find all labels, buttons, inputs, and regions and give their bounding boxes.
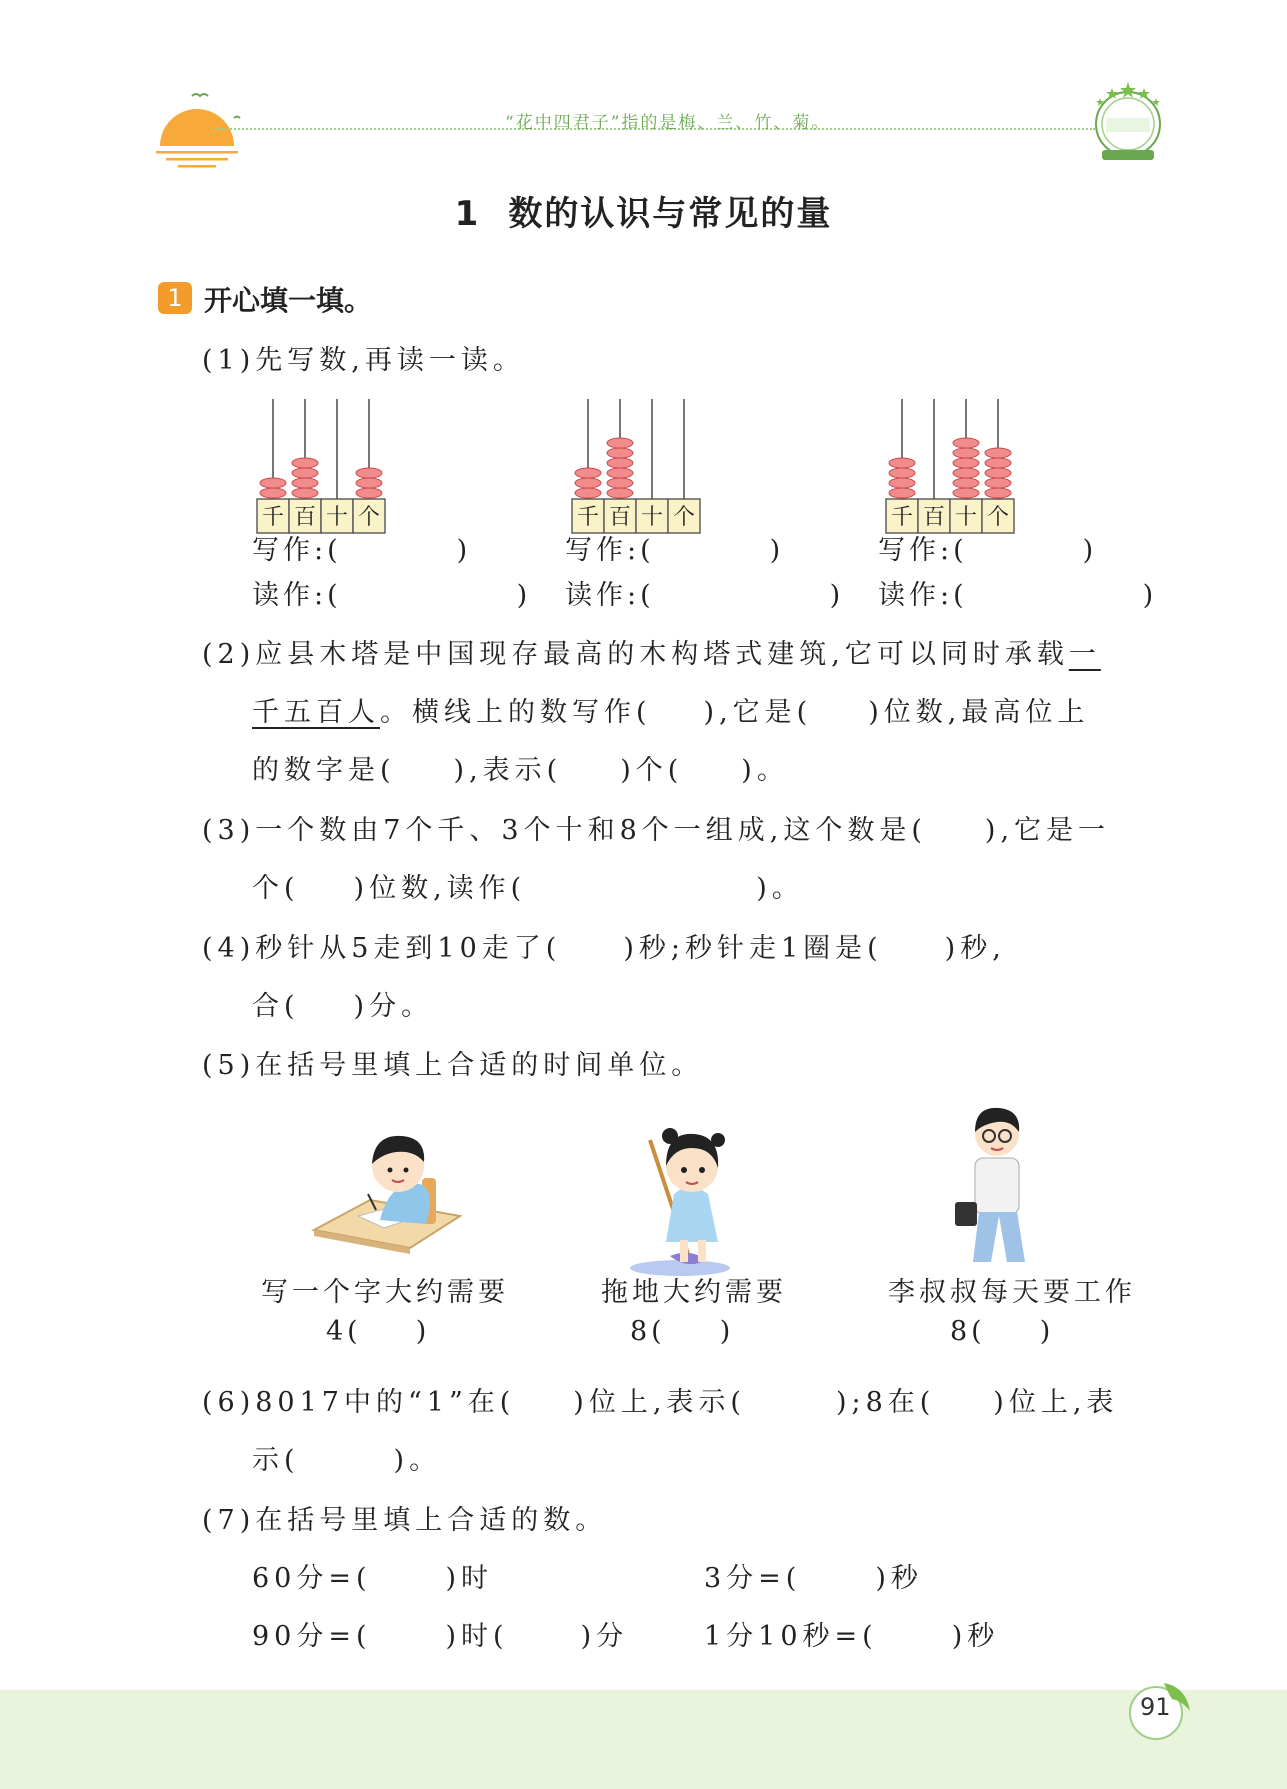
write-row-2: 写作:( ) bbox=[565, 535, 785, 566]
q7-row2-right: 1分10秒=( )秒 bbox=[704, 1621, 1000, 1652]
place-value-label: 千 bbox=[576, 505, 600, 530]
place-value-label: 个 bbox=[357, 505, 381, 530]
abacus-bead bbox=[953, 468, 979, 478]
abacus-bead bbox=[889, 468, 915, 478]
place-value-label: 千 bbox=[261, 505, 285, 530]
abacus-bead bbox=[260, 488, 286, 498]
abacus-bead bbox=[953, 458, 979, 468]
abacus-bead bbox=[356, 468, 382, 478]
man-with-briefcase-icon bbox=[935, 1098, 1095, 1268]
read-row-3: 读作:( ) bbox=[878, 580, 1158, 611]
q7-row1-left: 60分=( )时 bbox=[252, 1563, 494, 1594]
q5-answer-1: 4( ) bbox=[326, 1316, 431, 1347]
q5-answer-3: 8( ) bbox=[950, 1316, 1055, 1347]
write-row-1: 写作:( ) bbox=[252, 535, 472, 566]
place-value-label: 百 bbox=[293, 505, 317, 530]
abacus-bead bbox=[607, 458, 633, 468]
place-value-label: 十 bbox=[640, 505, 664, 530]
write-row-3: 写作:( ) bbox=[878, 535, 1098, 566]
abacus-2 bbox=[568, 395, 718, 535]
title-number: 1 bbox=[454, 194, 481, 234]
abacus-bead bbox=[607, 478, 633, 488]
abacus-bead bbox=[292, 488, 318, 498]
abacus-bead bbox=[607, 438, 633, 448]
q6-line1: (6)8017中的“1”在( )位上,表示( );8在( )位上,表 bbox=[202, 1387, 1119, 1418]
place-value-label: 十 bbox=[325, 505, 349, 530]
abacus-3 bbox=[882, 395, 1032, 535]
q4-line1: (4)秒针从5走到10走了( )秒;秒针走1圈是( )秒, bbox=[202, 933, 1006, 964]
place-value-label: 百 bbox=[922, 505, 946, 530]
place-value-label: 十 bbox=[954, 505, 978, 530]
wang-chao-xia-logo-icon bbox=[1088, 78, 1168, 164]
page-number: 91 bbox=[1140, 1693, 1171, 1721]
q7-row2-left: 90分=( )时( )分 bbox=[252, 1621, 629, 1652]
q4-line2: 合( )分。 bbox=[252, 991, 434, 1022]
place-value-label: 个 bbox=[986, 505, 1010, 530]
abacus-bead bbox=[985, 458, 1011, 468]
q5-caption-3: 李叔叔每天要工作 bbox=[888, 1277, 1136, 1308]
abacus-bead bbox=[356, 488, 382, 498]
abacus-bead bbox=[953, 438, 979, 448]
abacus-1 bbox=[253, 395, 403, 535]
section-title: 开心填一填。 bbox=[204, 284, 373, 317]
girl-mopping-icon bbox=[620, 1110, 780, 1280]
sunset-icon bbox=[152, 88, 242, 178]
page-title bbox=[0, 186, 1287, 235]
footer-band bbox=[0, 1690, 1287, 1789]
abacus-bead bbox=[985, 488, 1011, 498]
abacus-bead bbox=[607, 488, 633, 498]
q2-line2: 千五百人。横线上的数写作( ),它是( )位数,最高位上 bbox=[252, 697, 1090, 728]
q7-prompt: (7)在括号里填上合适的数。 bbox=[202, 1505, 608, 1536]
abacus-bead bbox=[356, 478, 382, 488]
abacus-bead bbox=[575, 468, 601, 478]
abacus-bead bbox=[889, 488, 915, 498]
place-value-label: 个 bbox=[672, 505, 696, 530]
abacus-bead bbox=[985, 448, 1011, 458]
title-text: 数的认识与常见的量 bbox=[508, 194, 833, 234]
abacus-bead bbox=[260, 478, 286, 488]
q5-caption-1: 写一个字大约需要 bbox=[261, 1277, 509, 1308]
section-number-badge: 1 bbox=[158, 282, 192, 314]
abacus-bead bbox=[985, 468, 1011, 478]
abacus-bead bbox=[953, 448, 979, 458]
abacus-bead bbox=[953, 478, 979, 488]
abacus-bead bbox=[292, 468, 318, 478]
q3-line1: (3)一个数由7个千、3个十和8个一组成,这个数是( ),它是一 bbox=[202, 815, 1111, 846]
abacus-bead bbox=[985, 478, 1011, 488]
abacus-bead bbox=[292, 478, 318, 488]
q7-row1-right: 3分=( )秒 bbox=[704, 1563, 923, 1594]
q6-line2: 示( )。 bbox=[252, 1445, 442, 1476]
q5-prompt: (5)在括号里填上合适的时间单位。 bbox=[202, 1050, 704, 1081]
boy-writing-icon bbox=[310, 1120, 470, 1290]
q3-line2: 个( )位数,读作( )。 bbox=[252, 873, 804, 904]
read-row-2: 读作:( ) bbox=[565, 580, 845, 611]
read-row-1: 读作:( ) bbox=[252, 580, 532, 611]
header-motto: “花中四君子”指的是梅、兰、竹、菊。 bbox=[505, 113, 831, 133]
q1-prompt: (1)先写数,再读一读。 bbox=[202, 345, 525, 376]
q5-caption-2: 拖地大约需要 bbox=[601, 1277, 787, 1308]
abacus-bead bbox=[292, 458, 318, 468]
abacus-bead bbox=[889, 478, 915, 488]
abacus-bead bbox=[575, 478, 601, 488]
abacus-bead bbox=[889, 458, 915, 468]
q2-line1: (2)应县木塔是中国现存最高的木构塔式建筑,它可以同时承载一 bbox=[202, 639, 1101, 670]
place-value-label: 千 bbox=[890, 505, 914, 530]
abacus-bead bbox=[607, 468, 633, 478]
place-value-label: 百 bbox=[608, 505, 632, 530]
abacus-bead bbox=[607, 448, 633, 458]
abacus-bead bbox=[953, 488, 979, 498]
q2-line3: 的数字是( ),表示( )个( )。 bbox=[252, 755, 789, 786]
abacus-bead bbox=[575, 488, 601, 498]
q5-answer-2: 8( ) bbox=[630, 1316, 735, 1347]
